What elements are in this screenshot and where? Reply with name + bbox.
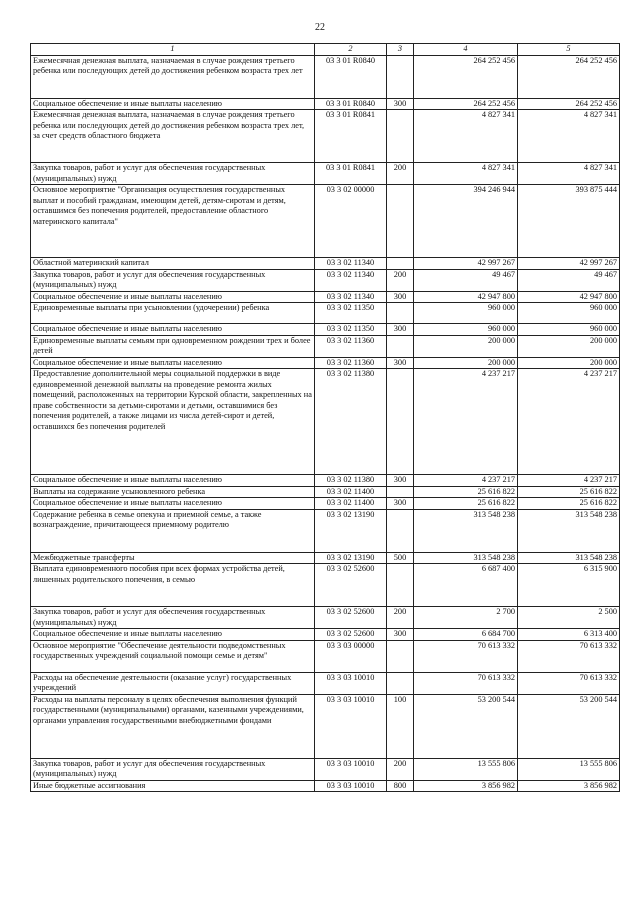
row-amount-1: 3 856 982	[414, 780, 518, 792]
row-amount-2: 13 555 806	[518, 758, 620, 780]
row-name: Единовременные выплаты при усыновлении (удочерении) ребенка	[31, 303, 315, 324]
row-amount-1: 4 827 341	[414, 110, 518, 163]
row-name: Содержание ребенка в семье опекуна и приемной семье, а также вознаграждение, причитающееся приемному родителю	[31, 509, 315, 552]
row-name: Закупка товаров, работ и услуг для обеспечения государственных (муниципальных) нужд	[31, 758, 315, 780]
table-row	[31, 694, 620, 758]
row-expense-type: 300	[387, 475, 414, 487]
row-expense-type	[387, 185, 414, 258]
row-amount-2: 4 827 341	[518, 110, 620, 163]
table-body	[31, 55, 620, 792]
row-expense-type: 300	[387, 357, 414, 369]
row-amount-1: 2 700	[414, 607, 518, 629]
row-name: Ежемесячная денежная выплата, назначаемая в случае рождения третьего ребенка или последующих детей до достижения ребенком возраста трех лет	[31, 55, 315, 98]
row-amount-1: 960 000	[414, 303, 518, 324]
row-expense-type: 300	[387, 98, 414, 110]
row-amount-1: 6 684 700	[414, 629, 518, 641]
row-name: Выплаты на содержание усыновленного ребенка	[31, 486, 315, 498]
table-row	[31, 324, 620, 336]
row-code: 03 3 02 11400	[315, 486, 387, 498]
row-name: Выплата единовременного пособия при всех формах устройства детей, лишенных родительского попечения, в семью	[31, 564, 315, 607]
row-amount-2: 25 616 822	[518, 498, 620, 510]
row-name: Межбюджетные трансферты	[31, 552, 315, 564]
row-expense-type	[387, 110, 414, 163]
table-row	[31, 629, 620, 641]
row-code: 03 3 02 11350	[315, 303, 387, 324]
budget-table	[30, 43, 620, 792]
row-amount-1: 264 252 456	[414, 55, 518, 98]
row-name: Основное мероприятие "Обеспечение деятельности подведомственных государственных учреждений социальной помощи семье и детям"	[31, 640, 315, 672]
row-code: 03 3 02 11360	[315, 335, 387, 357]
row-code: 03 3 03 10010	[315, 672, 387, 694]
row-name: Закупка товаров, работ и услуг для обеспечения государственных (муниципальных) нужд	[31, 163, 315, 185]
row-expense-type: 200	[387, 758, 414, 780]
row-amount-2: 264 252 456	[518, 98, 620, 110]
row-amount-1: 70 613 332	[414, 672, 518, 694]
row-amount-1: 4 237 217	[414, 369, 518, 475]
column-header-3: 3	[387, 44, 414, 56]
row-name: Расходы на обеспечение деятельности (оказание услуг) государственных учреждений	[31, 672, 315, 694]
row-code: 03 3 02 52600	[315, 629, 387, 641]
row-amount-2: 6 315 900	[518, 564, 620, 607]
row-name: Иные бюджетные ассигнования	[31, 780, 315, 792]
row-amount-1: 4 827 341	[414, 163, 518, 185]
row-amount-2: 3 856 982	[518, 780, 620, 792]
row-name: Социальное обеспечение и иные выплаты населению	[31, 291, 315, 303]
row-name: Социальное обеспечение и иные выплаты населению	[31, 324, 315, 336]
column-header-2: 2	[315, 44, 387, 56]
row-code: 03 3 01 R0840	[315, 98, 387, 110]
row-expense-type	[387, 640, 414, 672]
row-amount-1: 313 548 238	[414, 552, 518, 564]
table-row	[31, 640, 620, 672]
row-code: 03 3 03 10010	[315, 780, 387, 792]
row-expense-type: 200	[387, 163, 414, 185]
row-amount-2: 393 875 444	[518, 185, 620, 258]
row-name: Областной материнский капитал	[31, 258, 315, 270]
row-expense-type: 100	[387, 694, 414, 758]
row-code: 03 3 02 11360	[315, 357, 387, 369]
row-amount-2: 960 000	[518, 324, 620, 336]
table-row	[31, 486, 620, 498]
row-amount-2: 25 616 822	[518, 486, 620, 498]
table-row	[31, 98, 620, 110]
row-name: Предоставление дополнительной меры социальной поддержки в виде единовременной денежной выплаты на проведение ремонта жилых помещений, расположенных на территории Курской области, закрепленных на праве собственности за детьми-сиротами и детьми, оставшимися без попечения родителей, а также лицами из числа детей-сирот и детей, оставшихся без попечения родителей	[31, 369, 315, 475]
row-expense-type: 200	[387, 269, 414, 291]
row-code: 03 3 02 13190	[315, 509, 387, 552]
row-name: Социальное обеспечение и иные выплаты населению	[31, 357, 315, 369]
row-amount-1: 25 616 822	[414, 486, 518, 498]
row-code: 03 3 03 10010	[315, 694, 387, 758]
table-row	[31, 564, 620, 607]
row-expense-type: 500	[387, 552, 414, 564]
row-code: 03 3 01 R0841	[315, 110, 387, 163]
row-amount-1: 53 200 544	[414, 694, 518, 758]
table-row	[31, 672, 620, 694]
row-amount-2: 53 200 544	[518, 694, 620, 758]
row-code: 03 3 02 11340	[315, 291, 387, 303]
table-row	[31, 258, 620, 270]
row-expense-type: 300	[387, 291, 414, 303]
table-row	[31, 509, 620, 552]
table-row	[31, 369, 620, 475]
row-code: 03 3 02 11340	[315, 269, 387, 291]
row-name: Социальное обеспечение и иные выплаты населению	[31, 629, 315, 641]
row-amount-2: 200 000	[518, 357, 620, 369]
row-name: Закупка товаров, работ и услуг для обеспечения государственных (муниципальных) нужд	[31, 269, 315, 291]
table-row	[31, 475, 620, 487]
row-amount-2: 70 613 332	[518, 672, 620, 694]
row-code: 03 3 01 R0840	[315, 55, 387, 98]
row-expense-type: 200	[387, 607, 414, 629]
row-name: Расходы на выплаты персоналу в целях обеспечения выполнения функций государственными (муниципальными) органами, казенными учреждениями, органами управления государственными внебюджетными фондами	[31, 694, 315, 758]
table-row	[31, 110, 620, 163]
row-amount-1: 6 687 400	[414, 564, 518, 607]
row-amount-2: 960 000	[518, 303, 620, 324]
table-row	[31, 269, 620, 291]
row-expense-type: 300	[387, 629, 414, 641]
table-row	[31, 185, 620, 258]
row-amount-2: 313 548 238	[518, 552, 620, 564]
column-header-1: 1	[31, 44, 315, 56]
row-code: 03 3 02 11380	[315, 475, 387, 487]
row-amount-2: 264 252 456	[518, 55, 620, 98]
row-code: 03 3 02 52600	[315, 607, 387, 629]
row-expense-type: 300	[387, 498, 414, 510]
row-expense-type: 300	[387, 324, 414, 336]
column-number-row	[31, 44, 620, 56]
row-expense-type	[387, 486, 414, 498]
row-amount-1: 49 467	[414, 269, 518, 291]
row-amount-2: 313 548 238	[518, 509, 620, 552]
table-row	[31, 498, 620, 510]
row-name: Социальное обеспечение и иные выплаты населению	[31, 498, 315, 510]
row-expense-type	[387, 55, 414, 98]
row-expense-type	[387, 672, 414, 694]
row-amount-1: 200 000	[414, 357, 518, 369]
row-name: Социальное обеспечение и иные выплаты населению	[31, 98, 315, 110]
row-code: 03 3 02 52600	[315, 564, 387, 607]
row-amount-2: 70 613 332	[518, 640, 620, 672]
row-amount-2: 6 313 400	[518, 629, 620, 641]
row-code: 03 3 02 11350	[315, 324, 387, 336]
row-amount-2: 42 947 800	[518, 291, 620, 303]
row-amount-1: 25 616 822	[414, 498, 518, 510]
row-amount-2: 2 500	[518, 607, 620, 629]
row-expense-type	[387, 369, 414, 475]
row-expense-type: 800	[387, 780, 414, 792]
row-expense-type	[387, 335, 414, 357]
table-row	[31, 552, 620, 564]
row-code: 03 3 01 R0841	[315, 163, 387, 185]
column-header-5: 5	[518, 44, 620, 56]
table-row	[31, 335, 620, 357]
row-name: Основное мероприятие "Организация осуществления государственных выплат и пособий гражданам, имеющим детей, детям-сиротам и детям, оставшимся без попечения родителей, предоставление областного материнского капитала"	[31, 185, 315, 258]
row-name: Социальное обеспечение и иные выплаты населению	[31, 475, 315, 487]
row-code: 03 3 03 10010	[315, 758, 387, 780]
row-code: 03 3 02 11380	[315, 369, 387, 475]
row-amount-1: 4 237 217	[414, 475, 518, 487]
row-code: 03 3 03 00000	[315, 640, 387, 672]
row-amount-1: 313 548 238	[414, 509, 518, 552]
row-name: Ежемесячная денежная выплата, назначаемая в случае рождения третьего ребенка или последующих детей до достижения ребенком возраста трех лет, за счет средств областного бюджета	[31, 110, 315, 163]
table-row	[31, 758, 620, 780]
table-row	[31, 55, 620, 98]
row-amount-2: 49 467	[518, 269, 620, 291]
row-expense-type	[387, 564, 414, 607]
row-expense-type	[387, 303, 414, 324]
row-amount-1: 200 000	[414, 335, 518, 357]
row-code: 03 3 02 11400	[315, 498, 387, 510]
row-code: 03 3 02 13190	[315, 552, 387, 564]
row-expense-type	[387, 258, 414, 270]
row-amount-2: 4 237 217	[518, 369, 620, 475]
row-name: Закупка товаров, работ и услуг для обеспечения государственных (муниципальных) нужд	[31, 607, 315, 629]
table-row	[31, 780, 620, 792]
row-amount-1: 960 000	[414, 324, 518, 336]
column-header-4: 4	[414, 44, 518, 56]
row-code: 03 3 02 00000	[315, 185, 387, 258]
row-amount-1: 394 246 944	[414, 185, 518, 258]
table-row	[31, 303, 620, 324]
row-expense-type	[387, 509, 414, 552]
row-amount-2: 4 237 217	[518, 475, 620, 487]
table-row	[31, 291, 620, 303]
row-amount-1: 264 252 456	[414, 98, 518, 110]
row-name: Единовременные выплаты семьям при одновременном рождении трех и более детей	[31, 335, 315, 357]
row-amount-2: 42 997 267	[518, 258, 620, 270]
row-amount-1: 42 997 267	[414, 258, 518, 270]
row-code: 03 3 02 11340	[315, 258, 387, 270]
row-amount-1: 70 613 332	[414, 640, 518, 672]
table-row	[31, 357, 620, 369]
row-amount-2: 200 000	[518, 335, 620, 357]
row-amount-1: 42 947 800	[414, 291, 518, 303]
row-amount-1: 13 555 806	[414, 758, 518, 780]
table-row	[31, 163, 620, 185]
table-row	[31, 607, 620, 629]
row-amount-2: 4 827 341	[518, 163, 620, 185]
page-number: 22	[315, 22, 325, 33]
